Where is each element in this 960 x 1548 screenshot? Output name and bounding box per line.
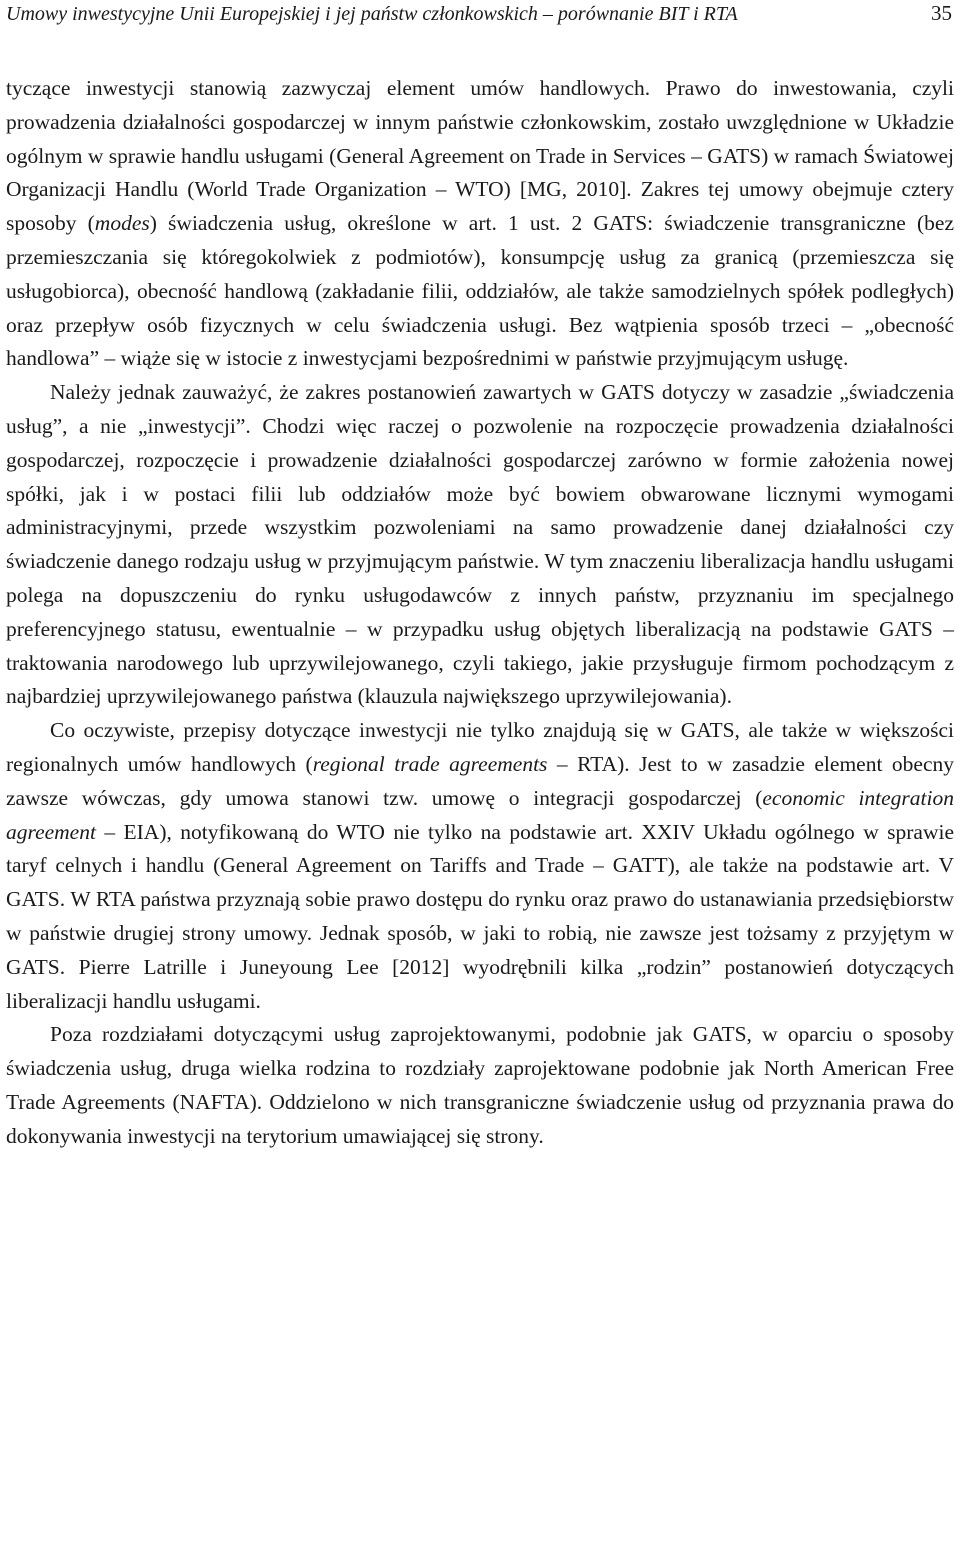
body-text (6, 72, 954, 1154)
page-number: 35 (931, 1, 952, 25)
paragraph-3-italic-rta: regional trade agreements (312, 751, 548, 776)
paragraph-1-italic-modes: modes (94, 211, 150, 236)
paragraph-4 (6, 1018, 954, 1153)
paragraph-3 (6, 714, 954, 1018)
paragraph-3-text-b: – RTA). Jest to w zasadzie element obecny zawsze wówczas, gdy umowa stanowi tzw. umowę o integracji gospodarczej ( (6, 751, 954, 810)
paragraph-1 (6, 72, 954, 376)
paragraph-3-italic-eia: economic integration agreement (6, 785, 954, 844)
paragraph-2-text: Należy jednak zauważyć, że zakres postanowień zawartych w GATS dotyczy w zasadzie „świadczenia usług”, a nie „inwestycji”. Chodzi więc raczej o pozwolenie na rozpoczęcie prowadzenia działalności gospodarczej, rozpoczęcie i prowadzenie działalności gospodarczej zarówno w formie założenia nowej spółki, jak i w postaci filii lub oddziałów może być bowiem obwarowane licznymi wymogami administracyjnymi, przede wszystkim pozwoleniami na samo prowadzenie danej działalności czy świadczenie danego rodzaju usług w przyjmującym państwie. W tym znaczeniu liberalizacja handlu usługami polega na dopuszczeniu do rynku usługodawców z innych państw, przyznaniu im specjalnego preferencyjnego statusu, ewentualnie – w przypadku usług objętych liberalizacją na podstawie GATS – traktowania narodowego lub uprzywilejowanego, czyli takiego, jakie przysługuje firmom pochodzącym z najbardziej uprzywilejowanego państwa (klauzula największego uprzywilejowania). (6, 380, 954, 709)
paragraph-1-text-a: tyczące inwestycji stanowią zazwyczaj element umów handlowych. Prawo do inwestowania, czyli prowadzenia działalności gospodarczej w innym państwie członkowskim, zostało uwzględnione w Układzie ogólnym w sprawie handlu usługami (General Agreement on Trade in Services – GATS) w ramach Światowej Organizacji Handlu (World Trade Organization – WTO) [MG, 2010]. Zakres tej umowy obejmuje cztery sposoby ( (6, 76, 954, 236)
paragraph-2 (6, 376, 954, 714)
paragraph-3-text-c: – EIA), notyfikowaną do WTO nie tylko na podstawie art. XXIV Układu ogólnego w sprawie taryf celnych i handlu (General Agreement on Tariffs and Trade – GATT), ale także na podstawie art. V GATS. W RTA państwa przyznają sobie prawo dostępu do rynku oraz prawo do ustanawiania przedsiębiorstw w państwie drugiej strony umowy. Jednak sposób, w jaki to robią, nie zawsze jest tożsamy z przyjętym w GATS. Pierre Latrille i Juneyoung Lee [2012] wyodrębnili kilka „rodzin” postanowień dotyczących liberalizacji handlu usługami. (6, 819, 954, 1013)
paragraph-4-text: Poza rozdziałami dotyczącymi usług zaprojektowanymi, podobnie jak GATS, w oparciu o sposoby świadczenia usług, druga wielka rodzina to rozdziały zaprojektowane podobnie jak North American Free Trade Agreements (NAFTA). Oddzielono w nich transgraniczne świadczenie usług od przyznania prawa do dokonywania inwestycji na terytorium umawiającej się strony. (6, 1022, 954, 1148)
running-title: Umowy inwestycyjne Unii Europejskiej i jej państw członkowskich – porównanie BIT i RTA (6, 3, 738, 25)
paragraph-3-text-a: Co oczywiste, przepisy dotyczące inwestycji nie tylko znajdują się w GATS, ale także w większości regionalnych umów handlowych ( (6, 718, 954, 776)
paragraph-1-text-b: ) świadczenia usług, określone w art. 1 ust. 2 GATS: świadczenie transgraniczne (bez przemieszczania się któregokolwiek z podmiotów), konsumpcję usług za granicą (przemieszcza się usługobiorca), obecność handlową (zakładanie filii, oddziałów, ale także samodzielnych spółek podległych) oraz przepływ osób fizycznych w celu świadczenia usługi. Bez wątpienia sposób trzeci – „obecność handlowa” – wiąże się w istocie z inwestycjami bezpośrednimi w państwie przyjmującym usługę. (6, 211, 954, 371)
running-header (6, 0, 952, 26)
